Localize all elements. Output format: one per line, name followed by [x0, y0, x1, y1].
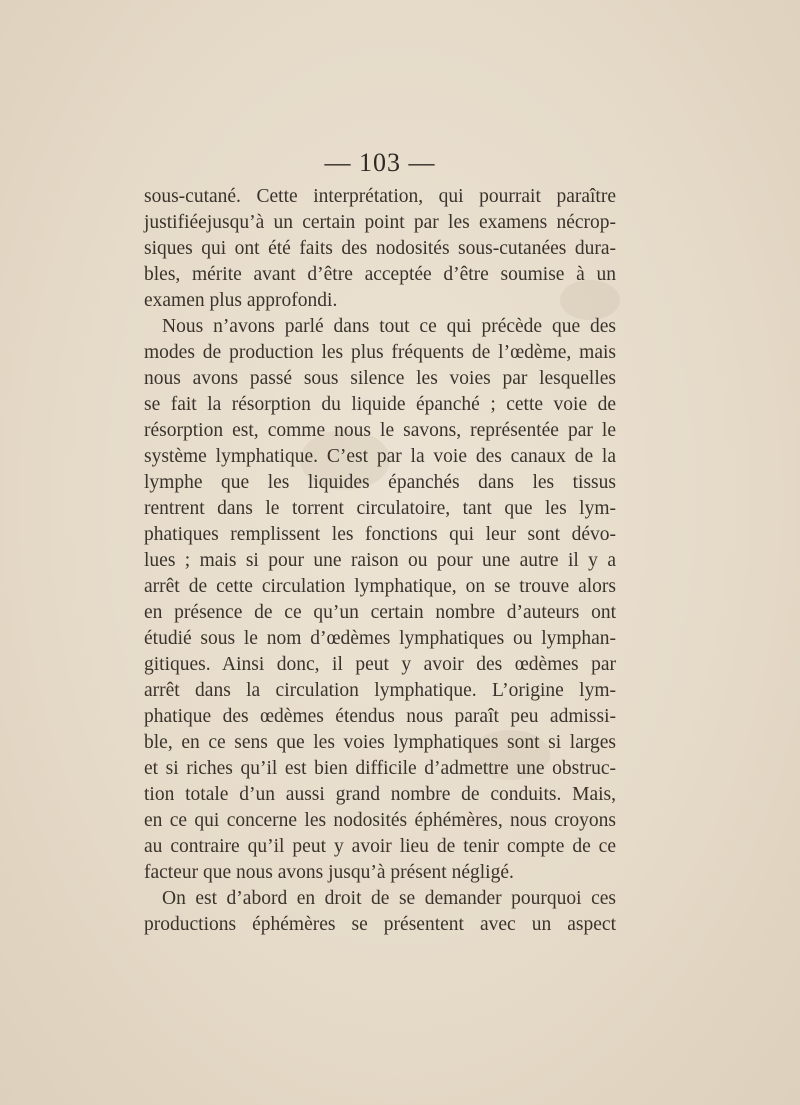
text-line: lymphe que les liquides épanchés dans les tissus [144, 472, 616, 493]
text-line: ble, en ce sens que les voies lymphatiques sont si larges [144, 732, 616, 753]
page-number: — 103 — [324, 148, 436, 177]
text-line: résorption est, comme nous le savons, représentée par le [144, 420, 616, 441]
text-line: nous avons passé sous silence les voies par lesquelles [144, 368, 616, 389]
text-line: facteur que nous avons jusqu’à présent négligé. [144, 862, 514, 883]
text-line: et si riches qu’il est bien difficile d’admettre une obstruc- [144, 758, 616, 779]
text-line: en présence de ce qu’un certain nombre d’auteurs ont [144, 602, 616, 623]
text-line: gitiques. Ainsi donc, il peut y avoir des œdèmes par [144, 654, 616, 675]
text-line: bles, mérite avant d’être acceptée d’être soumise à un [144, 264, 616, 285]
text-line: siques qui ont été faits des nodosités sous-cutanées dura- [144, 238, 616, 259]
text-line: productions éphémères se présentent avec un aspect [144, 914, 616, 935]
text-line: phatiques remplissent les fonctions qui leur sont dévo- [144, 524, 616, 545]
text-line: étudié sous le nom d’œdèmes lymphatiques ou lymphan- [144, 628, 616, 649]
text-line: système lymphatique. C’est par la voie des canaux de la [144, 446, 616, 467]
text-line: Nous n’avons parlé dans tout ce qui précède que des [162, 316, 616, 337]
text-line: lues ; mais si pour une raison ou pour une autre il y a [144, 550, 616, 571]
text-line: phatique des œdèmes étendus nous paraît peu admissi- [144, 706, 616, 727]
text-line: arrêt de cette circulation lymphatique, on se trouve alors [144, 576, 616, 597]
text-line: se fait la résorption du liquide épanché ; cette voie de [144, 394, 616, 415]
text-line: examen plus approfondi. [144, 290, 338, 311]
text-line: tion totale d’un aussi grand nombre de conduits. Mais, [144, 784, 616, 805]
text-line: On est d’abord en droit de se demander pourquoi ces [162, 888, 616, 909]
text-line: rentrent dans le torrent circulatoire, tant que les lym- [144, 498, 616, 519]
text-line: en ce qui concerne les nodosités éphémères, nous croyons [144, 810, 616, 831]
text-line: sous-cutané. Cette interprétation, qui pourrait paraître [144, 186, 616, 207]
text-line: justifiéejusqu’à un certain point par les examens nécrop- [144, 212, 616, 233]
text-line: modes de production les plus fréquents de l’œdème, mais [144, 342, 616, 363]
body-text [144, 184, 616, 938]
text-line: arrêt dans la circulation lymphatique. L’origine lym- [144, 680, 616, 701]
text-line: au contraire qu’il peut y avoir lieu de tenir compte de ce [144, 836, 616, 857]
